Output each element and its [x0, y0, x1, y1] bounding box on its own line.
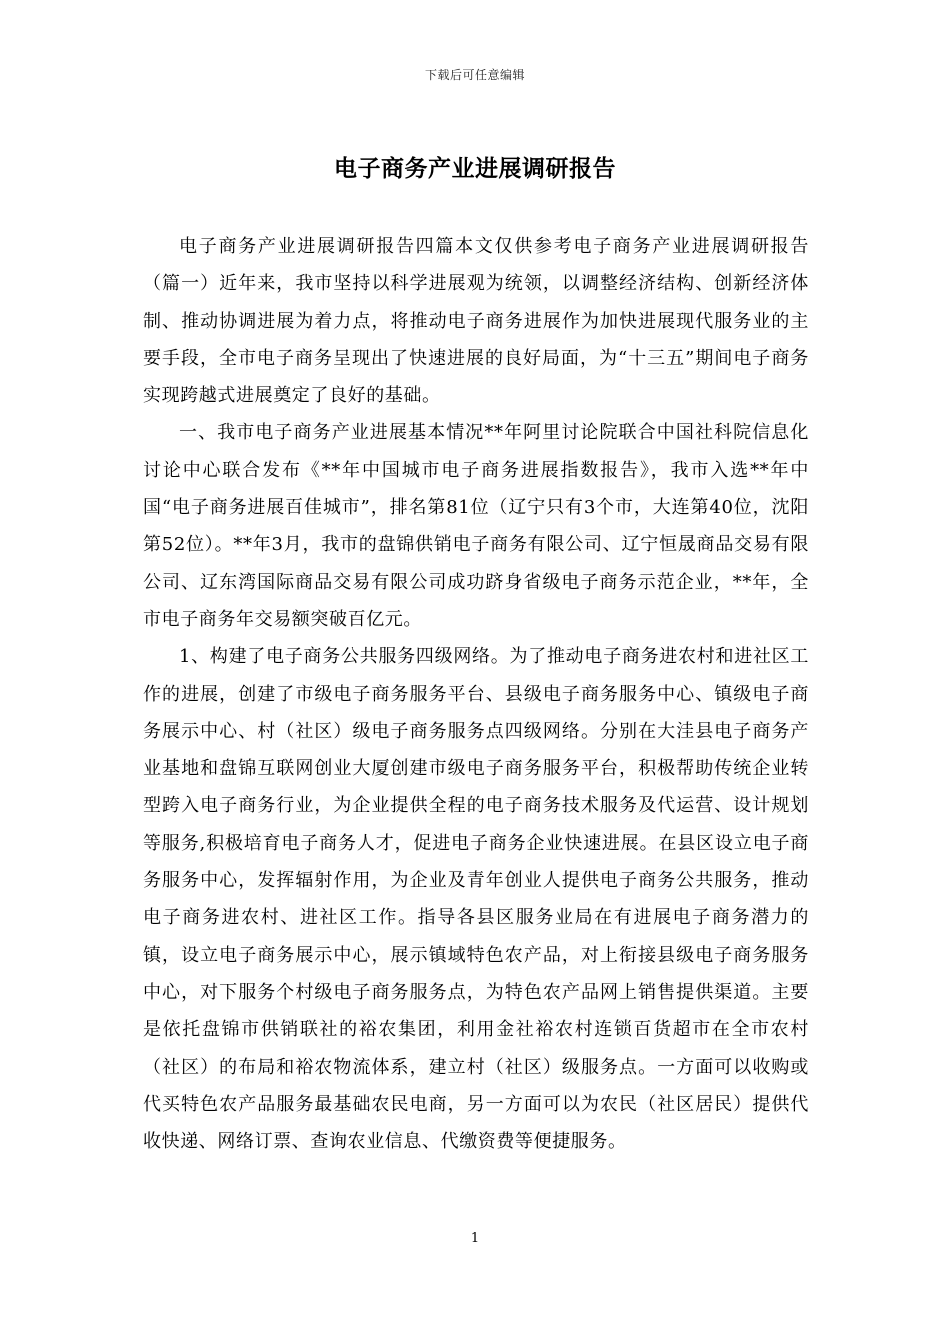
page-number: 1 — [470, 1231, 480, 1246]
document-body — [143, 228, 809, 1160]
paragraph-service-network: 1、构建了电子商务公共服务四级网络。为了推动电子商务进农村和进社区工作的进展，创建了市级电子商务服务平台、县级电子商务服务中心、镇级电子商务展示中心、村（社区）级电子商务服务点四级网络。分别在大洼县电子商务产业基地和盘锦互联网创业大厦创建市级电子商务服务平台，积极帮助传统企业转型跨入电子商务行业，为企业提供全程的电子商务技术服务及代运营、设计规划等服务,积极培育电子商务人才，促进电子商务企业快速进展。在县区设立电子商务服务中心，发挥辐射作用，为企业及青年创业人提供电子商务公共服务，推动电子商务进农村、进社区工作。指导各县区服务业局在有进展电子商务潜力的镇，设立电子商务展示中心，展示镇域特色农产品，对上衔接县级电子商务服务中心，对下服务个村级电子商务服务点，为特色农产品网上销售提供渠道。主要是依托盘锦市供销联社的裕农集团，利用金社裕农村连锁百货超市在全市农村（社区）的布局和裕农物流体系，建立村（社区）级服务点。一方面可以收购或代买特色农产品服务最基础农民电商，另一方面可以为农民（社区居民）提供代收快递、网络订票、查询农业信息、代缴资费等便捷服务。 — [143, 646, 809, 1153]
document-title: 电子商务产业进展调研报告 — [334, 155, 616, 182]
paragraph-basic-situation: 一、我市电子商务产业进展基本情况**年阿里讨论院联合中国社科院信息化讨论中心联合发布《**年中国城市电子商务进展指数报告》，我市入选**年中国“电子商务进展百佳城市”，排名第81位（辽宁只有3个市，大连第40位，沈阳第52位）。**年3月，我市的盘锦供销电子商务有限公司、辽宁恒晟商品交易有限公司、辽东湾国际商品交易有限公司成功跻身省级电子商务示范企业，**年，全市电子商务年交易额突破百亿元。 — [143, 422, 809, 630]
header-note: 下载后可任意编辑 — [424, 68, 525, 82]
paragraph-intro: 电子商务产业进展调研报告四篇本文仅供参考电子商务产业进展调研报告（篇一）近年来，我市坚持以科学进展观为统领，以调整经济结构、创新经济体制、推动协调进展为着力点，将推动电子商务进展作为加快进展现代服务业的主要手段，全市电子商务呈现出了快速进展的良好局面，为“十三五”期间电子商务实现跨越式进展奠定了良好的基础。 — [143, 236, 809, 407]
